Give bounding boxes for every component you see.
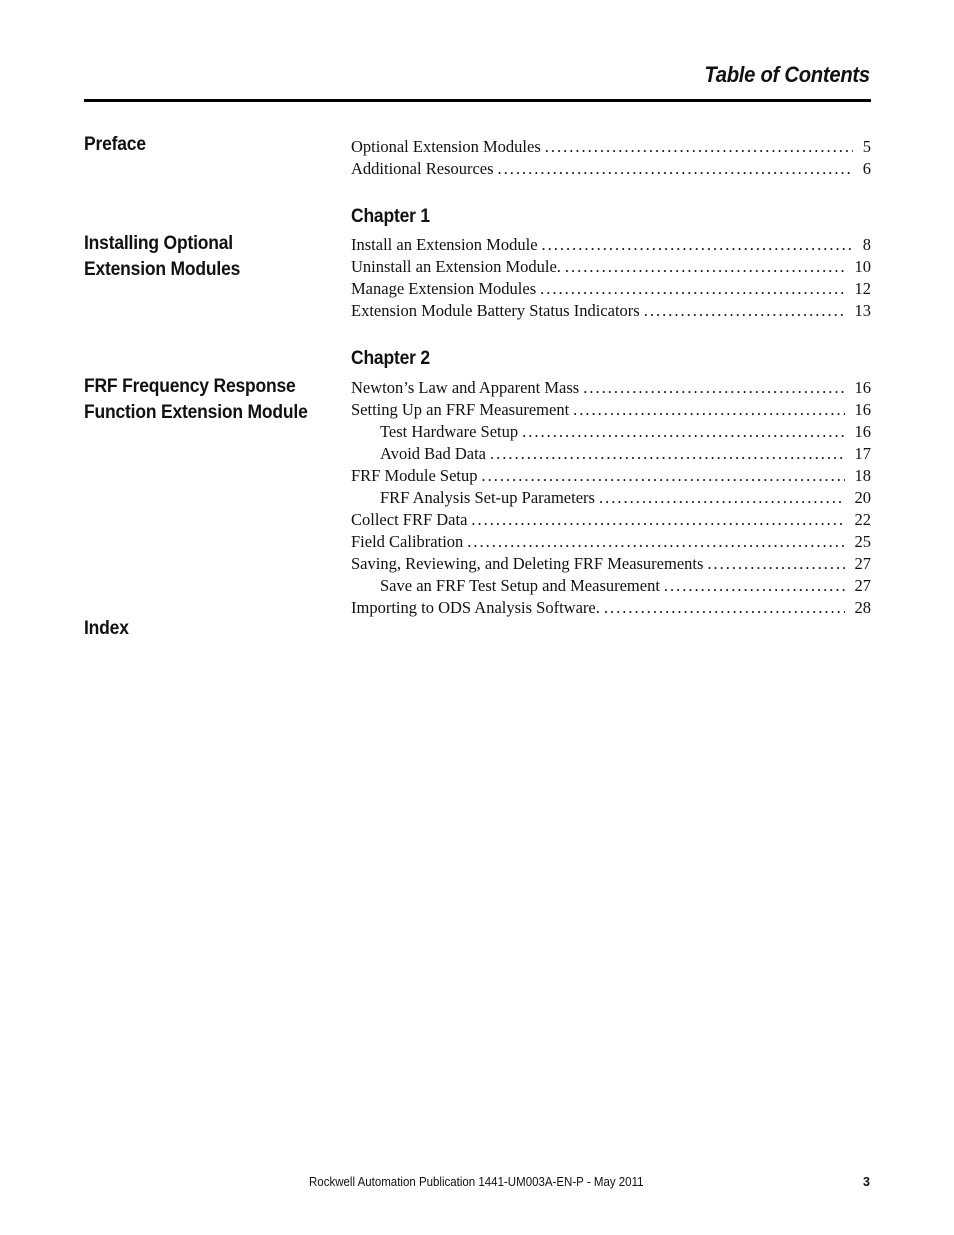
dot-leader [540,278,845,300]
toc-entry[interactable] [351,443,871,465]
toc-entry-title: FRF Module Setup [351,466,478,485]
toc-entry-title: Manage Extension Modules [351,279,537,298]
toc-entry-title: Collect FRF Data [351,510,468,529]
toc-entry[interactable] [351,300,871,322]
toc-entry-page: 20 [854,488,871,507]
toc-entry-title: Saving, Reviewing, and Deleting FRF Measurements [351,554,704,573]
toc-entry-page: 16 [854,400,871,419]
toc-entry[interactable] [351,234,871,256]
dot-leader [545,136,853,158]
toc-entry[interactable] [351,597,871,619]
toc-entry-title: Newton’s Law and Apparent Mass [351,378,580,397]
toc-entry-page: 13 [854,301,871,320]
dot-leader [664,575,845,597]
toc-entry-title: Avoid Bad Data [380,444,487,463]
chapter-1-label[interactable]: Chapter 1 [351,206,430,227]
toc-entry-title: Optional Extension Modules [351,137,541,156]
toc-entry[interactable] [351,136,871,158]
toc-entry-page: 16 [854,422,871,441]
toc-entry-page: 16 [854,378,871,397]
toc-entry[interactable] [351,487,871,509]
page-title: Table of Contents [704,62,870,87]
toc-entry-title: Field Calibration [351,532,464,551]
toc-entry-page: 27 [854,554,871,573]
toc-entry[interactable] [351,465,871,487]
toc-entry[interactable] [351,158,871,180]
preface-heading[interactable]: Preface [84,134,146,155]
dot-leader [471,509,845,531]
dot-leader [604,597,845,619]
toc-entry[interactable] [351,278,871,300]
toc-entry[interactable] [351,399,871,421]
toc-entry-title: Test Hardware Setup [380,422,519,441]
dot-leader [522,421,845,443]
header-rule [84,99,871,102]
chapter-1-entries [351,234,871,322]
toc-entry-page: 28 [854,598,871,617]
toc-entry-page: 22 [854,510,871,529]
toc-entry-page: 5 [862,137,871,156]
toc-entry[interactable] [351,421,871,443]
toc-entry[interactable] [351,531,871,553]
toc-entry-title: Uninstall an Extension Module. [351,257,561,276]
toc-entry-page: 27 [854,576,871,595]
dot-leader [565,256,845,278]
toc-entry[interactable] [351,553,871,575]
dot-leader [583,377,845,399]
toc-entry[interactable] [351,377,871,399]
toc-entry-title: FRF Analysis Set-up Parameters [380,488,595,507]
toc-entry-page: 25 [854,532,871,551]
dot-leader [644,300,845,322]
toc-entry-page: 10 [854,257,871,276]
toc-entry-page: 6 [862,159,871,178]
toc-entry-title: Setting Up an FRF Measurement [351,400,570,419]
dot-leader [573,399,845,421]
chapter-2-entries [351,377,871,619]
toc-entry[interactable] [351,509,871,531]
toc-entry-title: Importing to ODS Analysis Software. [351,598,600,617]
toc-entry-title: Additional Resources [351,159,494,178]
dot-leader [599,487,845,509]
toc-entry-page: 8 [862,235,871,254]
toc-entry-title: Install an Extension Module [351,235,538,254]
chapter-2-title[interactable]: FRF Frequency Response Function Extension Module [84,376,308,423]
dot-leader [482,465,845,487]
toc-entry-title: Save an FRF Test Setup and Measurement [380,576,660,595]
dot-leader [707,553,845,575]
dot-leader [498,158,853,180]
index-heading[interactable]: Index [84,618,129,639]
toc-entry-page: 12 [854,279,871,298]
footer-publication: Rockwell Automation Publication 1441-UM003A-EN-P - May 2011 [309,1175,644,1189]
dot-leader [542,234,853,256]
toc-entry[interactable] [351,256,871,278]
preface-entries [351,136,871,180]
toc-entry-page: 18 [854,466,871,485]
toc-entry-title: Extension Module Battery Status Indicators [351,301,640,320]
footer-page-number: 3 [863,1175,870,1189]
chapter-2-label[interactable]: Chapter 2 [351,348,430,369]
toc-entry-page: 17 [854,444,871,463]
chapter-1-title[interactable]: Installing Optional Extension Modules [84,233,241,280]
toc-entry[interactable] [351,575,871,597]
dot-leader [490,443,845,465]
dot-leader [467,531,845,553]
